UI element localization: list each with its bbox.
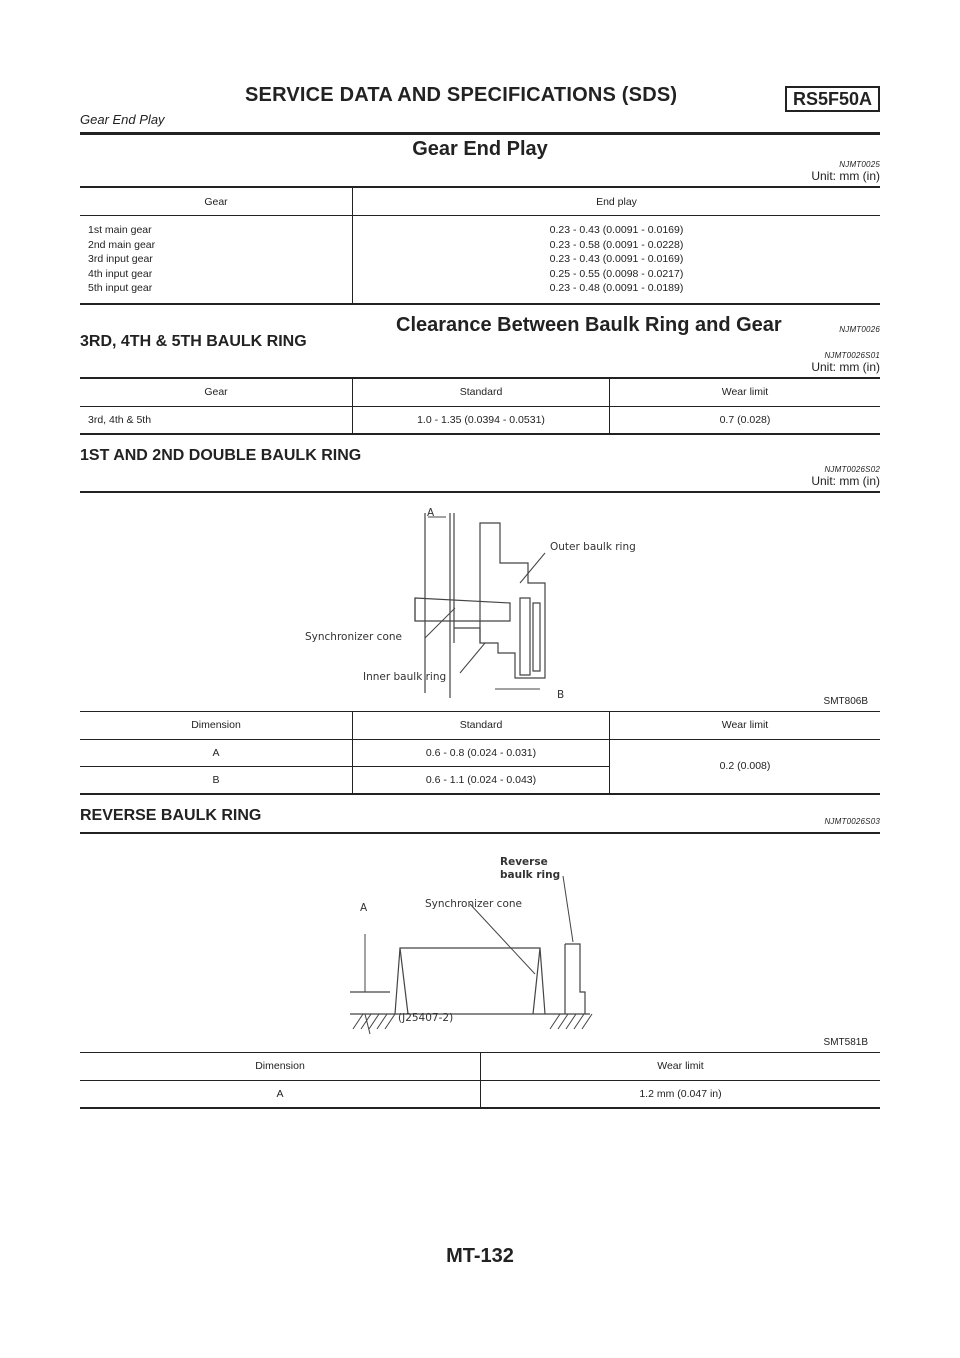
table-header-row xyxy=(80,378,880,407)
header-title: SERVICE DATA AND SPECIFICATIONS (SDS) xyxy=(245,84,678,106)
table-header-row xyxy=(80,187,880,216)
table-row xyxy=(80,1080,880,1108)
header-dimension: Dimension xyxy=(80,1052,481,1080)
end-play-value: 0.23 - 0.43 (0.0091 - 0.0169) xyxy=(549,253,684,265)
table-row xyxy=(80,406,880,434)
subsection-code: NJMT0026S03 xyxy=(824,816,880,826)
header-wear-limit: Wear limit xyxy=(481,1052,881,1080)
gear-item: 3rd input gear xyxy=(88,253,153,265)
reverse-baulk-ring-table xyxy=(80,1052,880,1109)
baulk-ring-table xyxy=(80,377,880,435)
section-title: Clearance Between Baulk Ring and Gear xyxy=(396,313,782,336)
reverse-baulk-ring-figure xyxy=(80,832,880,1052)
double-baulk-ring-drawing xyxy=(380,503,660,699)
end-play-table xyxy=(80,186,880,305)
gear-item: 1st main gear xyxy=(88,224,152,236)
cell-standard: 1.0 - 1.35 (0.0394 - 0.0531) xyxy=(353,406,610,434)
cell-standard: 0.6 - 0.8 (0.024 - 0.031) xyxy=(353,739,610,766)
unit-label: Unit: mm (in) xyxy=(811,169,880,183)
end-play-value: 0.25 - 0.55 (0.0098 - 0.0217) xyxy=(549,267,684,280)
cell-dimension: A xyxy=(276,1087,284,1100)
label-reverse: Reverse xyxy=(500,855,548,868)
double-baulk-ring-table xyxy=(80,711,880,795)
page-number: MT-132 xyxy=(446,1245,514,1267)
table-header-row xyxy=(80,711,880,739)
cell-wear-limit: 0.2 (0.008) xyxy=(610,739,881,794)
page-header xyxy=(80,0,880,136)
end-play-value: 0.23 - 0.58 (0.0091 - 0.0228) xyxy=(549,238,684,251)
unit-label: Unit: mm (in) xyxy=(811,473,880,488)
table-header-row xyxy=(80,1052,880,1080)
section-code: NJMT0026 xyxy=(839,324,880,334)
cell-wear-limit: 0.7 (0.028) xyxy=(610,406,881,434)
label-outer-baulk-ring: Outer baulk ring xyxy=(550,540,636,553)
subsection-title: REVERSE BAULK RING xyxy=(80,806,262,824)
gear-item: 5th input gear xyxy=(88,282,153,294)
header-dimension: Dimension xyxy=(80,711,353,739)
header-rule xyxy=(80,132,880,135)
label-synchronizer-cone: Synchronizer cone xyxy=(305,630,402,643)
cell-standard: 0.6 - 1.1 (0.024 - 0.043) xyxy=(353,766,610,794)
header-wear-limit: Wear limit xyxy=(610,711,881,739)
cell-dimension: A xyxy=(80,739,353,766)
cell-dimension: B xyxy=(212,773,220,786)
label-a: A xyxy=(360,901,368,914)
label-inner-baulk-ring: Inner baulk ring xyxy=(363,670,447,683)
unit-label: Unit: mm (in) xyxy=(811,359,880,374)
label-a: A xyxy=(427,506,435,519)
table-row xyxy=(80,216,880,304)
header-wear-limit: Wear limit xyxy=(610,378,881,407)
label-tool: (J25407-2) xyxy=(398,1011,454,1024)
reverse-baulk-ring-drawing xyxy=(345,864,605,1039)
header-subtitle: Gear End Play xyxy=(80,112,165,127)
header-standard: Standard xyxy=(353,378,610,407)
subsection-code: NJMT0026S01 xyxy=(824,350,880,360)
subsection-code: NJMT0026S02 xyxy=(824,464,880,474)
section-code: NJMT0025 xyxy=(839,160,880,169)
header-gear: Gear xyxy=(80,187,353,216)
end-play-list xyxy=(353,216,881,304)
table-row xyxy=(80,739,880,766)
header-standard: Standard xyxy=(353,711,610,739)
label-b: B xyxy=(557,688,565,701)
gear-list xyxy=(80,216,353,304)
end-play-value: 0.23 - 0.48 (0.0091 - 0.0189) xyxy=(549,282,684,294)
subsection-title: 1ST AND 2ND DOUBLE BAULK RING xyxy=(80,446,362,464)
subsection-title: 3RD, 4TH & 5TH BAULK RING xyxy=(80,332,307,350)
section-title: Gear End Play xyxy=(412,138,548,160)
header-end-play: End play xyxy=(353,187,881,216)
section-gear-end-play xyxy=(80,138,880,305)
label-synchronizer-cone: Synchronizer cone xyxy=(425,897,522,910)
double-baulk-ring-figure xyxy=(80,491,880,711)
gear-item: 2nd main gear xyxy=(88,238,156,251)
figure-code: SMT806B xyxy=(823,695,868,707)
header-gear: Gear xyxy=(80,378,353,407)
model-badge: RS5F50A xyxy=(785,86,880,112)
cell-wear-limit: 1.2 mm (0.047 in) xyxy=(481,1080,881,1108)
figure-code: SMT581B xyxy=(823,1036,868,1048)
section-clearance xyxy=(80,314,880,1109)
cell-gear: 3rd, 4th & 5th xyxy=(88,413,152,426)
gear-item: 4th input gear xyxy=(88,267,153,280)
label-baulk-ring: baulk ring xyxy=(500,868,561,881)
end-play-value: 0.23 - 0.43 (0.0091 - 0.0169) xyxy=(549,224,684,236)
page xyxy=(80,0,880,1109)
